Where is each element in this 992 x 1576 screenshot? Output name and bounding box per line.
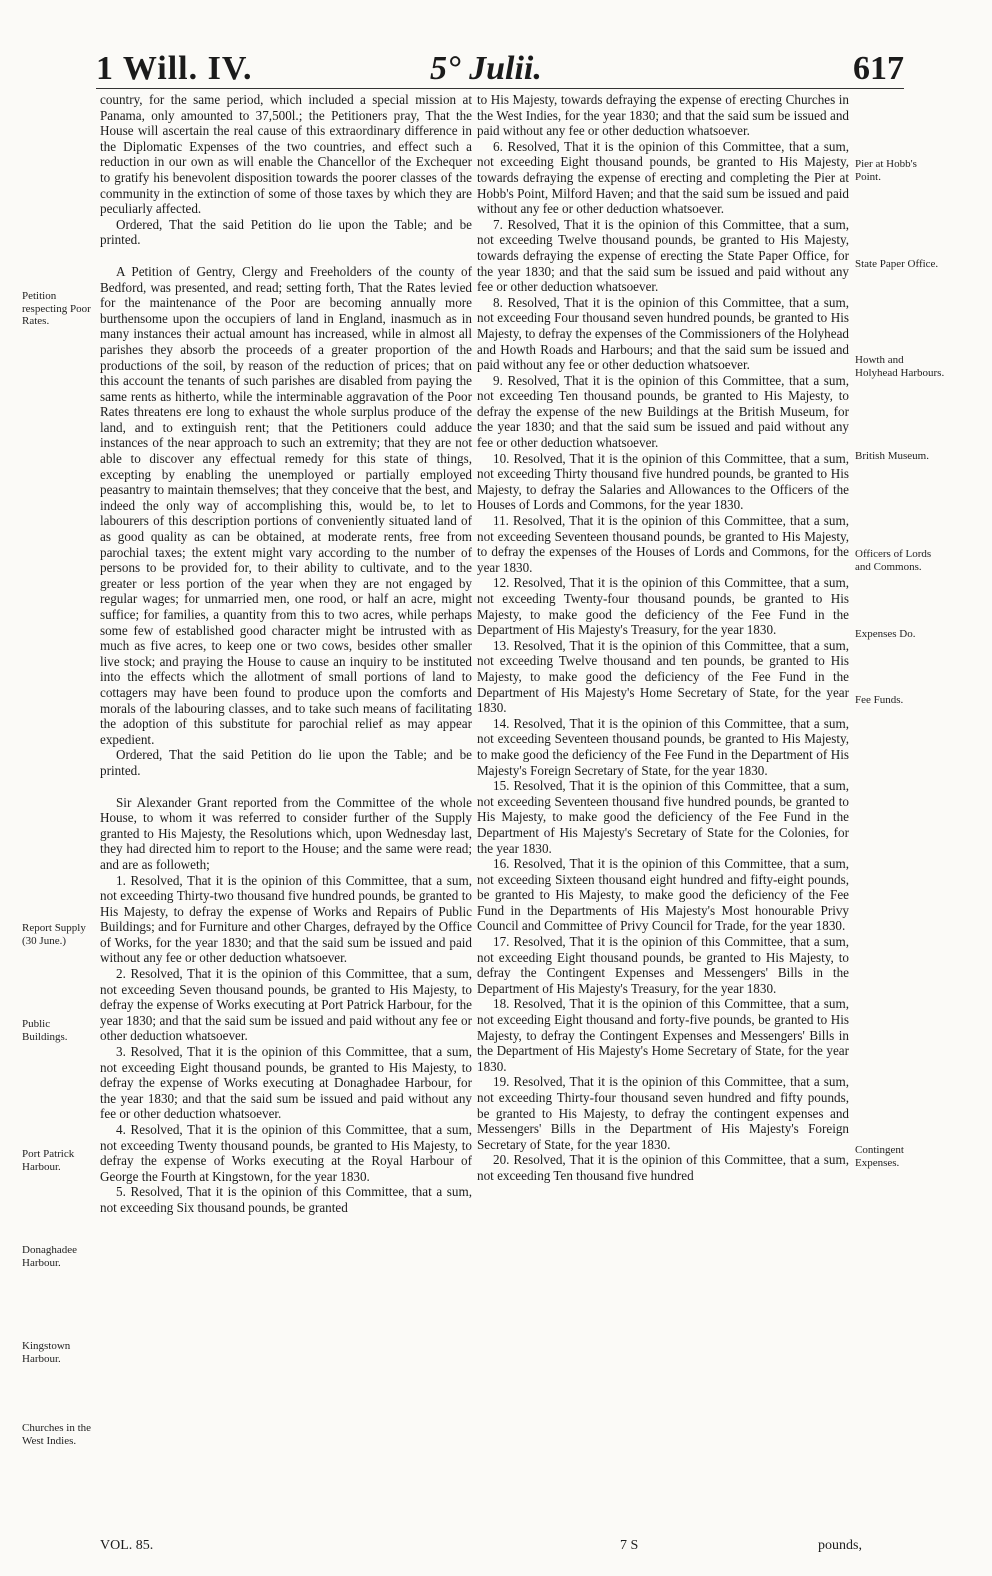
left-paragraph: Sir Alexander Grant reported from the Committee of the whole House, to whom it was referred to consider further of the Supply granted to His Majesty, the Resolutions which, upon Wednesday last, they had directed him to report to the House; and the same were read; and are as followeth; bbox=[100, 794, 472, 872]
margin-note: State Paper Office. bbox=[855, 258, 939, 270]
right-paragraph: 6. Resolved, That it is the opinion of this Committee, that a sum, not exceeding Eight thousand pounds, be granted to His Majesty, towards defraying the expense of erecting and completing the Pier at Hobb's Point, Milford Haven; and that the said sum be issued and paid without any fee or other deduction whatsoever. bbox=[477, 138, 849, 217]
paragraph-gap bbox=[100, 248, 472, 264]
right-paragraph: 14. Resolved, That it is the opinion of this Committee, that a sum, not exceeding Seventeen thousand pounds, be granted to His Majesty, to make good the deficiency of the Fee Fund in the Department of His Majesty's Foreign Secretary of State, for the year 1830. bbox=[477, 715, 849, 778]
left-paragraph: 5. Resolved, That it is the opinion of this Committee, that a sum, not exceeding Six thousand pounds, be granted bbox=[100, 1184, 472, 1215]
left-column bbox=[100, 92, 472, 1216]
right-paragraph: 9. Resolved, That it is the opinion of this Committee, that a sum, not exceeding Ten thousand pounds, be granted to His Majesty, to defray the expense of the new Buildings at the British Museum, for the year 1830; and that the said sum be issued and paid without any fee or other deduction whatsoever. bbox=[477, 372, 849, 451]
margin-note: Expenses Do. bbox=[855, 628, 916, 640]
margin-note: Fee Funds. bbox=[855, 694, 904, 706]
paragraph-gap bbox=[100, 779, 472, 795]
left-paragraph: 1. Resolved, That it is the opinion of this Committee, that a sum, not exceeding Thirty-two thousand five hundred pounds, be granted to His Majesty, to defray the expense of Works and Repairs of Public Buildings; and for Furniture and other Charges, defrayed by the Office of Works, for the year 1830; and that the said sum be issued and paid without any fee or other deduction whatsoever. bbox=[100, 872, 472, 966]
margin-note: Donaghadee Harbour. bbox=[22, 1244, 77, 1269]
volume-number: VOL. 85. bbox=[100, 1538, 154, 1553]
left-paragraph: Ordered, That the said Petition do lie upon the Table; and be printed. bbox=[100, 747, 472, 778]
right-paragraph: 16. Resolved, That it is the opinion of this Committee, that a sum, not exceeding Sixteen thousand eight hundred and fifty-eight pounds, be granted to His Majesty, to make good the deficiency of the Fee Fund in the Departments of His Majesty's Most honourable Privy Council and Committee of Privy Council for Trade, for the year 1830. bbox=[477, 856, 849, 934]
left-paragraph: country, for the same period, which included a special mission at Panama, only amounted to 37,500l.; the Petitioners pray, That the House will ascertain the real cause of this extraordinary difference in the Diplomatic Expenses of the two countries, and effect such a reduction in our own as will enable the Chancellor of the Exchequer to gratify his benevolent disposition towards the poorer classes of the community in the extinction of some of those taxes by which they are peculiarly affected. bbox=[100, 92, 472, 217]
signature-mark: 7 S bbox=[620, 1538, 639, 1553]
margin-note: Report Supply (30 June.) bbox=[22, 922, 86, 947]
page-number: 617 bbox=[853, 50, 904, 87]
right-paragraph: 13. Resolved, That it is the opinion of this Committee, that a sum, not exceeding Twelve thousand and ten pounds, be granted to His Majesty, to make good the deficiency of the Fee Fund in the Department of His Majesty's Home Secretary of State, for the year 1830. bbox=[477, 637, 849, 716]
left-paragraph: 4. Resolved, That it is the opinion of this Committee, that a sum, not exceeding Twenty thousand pounds, be granted to His Majesty, to defray the expense of Works executing at the Royal Harbour of George the Fourth at Kingstown, for the year 1830. bbox=[100, 1122, 472, 1184]
right-paragraph: 20. Resolved, That it is the opinion of this Committee, that a sum, not exceeding Ten thousand five hundred bbox=[477, 1152, 849, 1183]
regnal-year: 1 Will. IV. bbox=[96, 50, 253, 87]
right-paragraph: 8. Resolved, That it is the opinion of this Committee, that a sum, not exceeding Four thousand seven hundred pounds, be granted to His Majesty, to defray the expenses of the Commissioners of the Holyhead and Howth Roads and Harbours; and that the said sum be issued and paid without any fee or other deduction whatsoever. bbox=[477, 294, 849, 373]
header-rule bbox=[96, 88, 904, 89]
right-paragraph: to His Majesty, towards defraying the expense of erecting Churches in the West Indies, for the year 1830; and that the said sum be issued and paid without any fee or other deduction whatsoever. bbox=[477, 92, 849, 139]
margin-note: Port Patrick Harbour. bbox=[22, 1148, 75, 1173]
margin-note: Officers of Lords and Commons. bbox=[855, 548, 932, 573]
right-paragraph: 10. Resolved, That it is the opinion of this Committee, that a sum, not exceeding Thirty thousand five hundred pounds, be granted to His Majesty, to defray the Salaries and Allowances to the Officers of the Houses of Lords and Commons, for the year 1830. bbox=[477, 450, 849, 513]
right-paragraph: 18. Resolved, That it is the opinion of this Committee, that a sum, not exceeding Eight thousand and forty-five pounds, be granted to His Majesty, to defray the Contingent Expenses and Messengers' Bills in the Department of His Majesty's Home Secretary of State, for the year 1830. bbox=[477, 996, 849, 1074]
session-date: 5° Julii. bbox=[430, 50, 542, 87]
margin-note: Petition respecting Poor Rates. bbox=[22, 290, 91, 327]
right-paragraph: 11. Resolved, That it is the opinion of this Committee, that a sum, not exceeding Seventeen thousand pounds, be granted to His Majesty, to defray the expenses of the Houses of Lords and Commons, for the year 1830. bbox=[477, 513, 849, 575]
right-paragraph: 17. Resolved, That it is the opinion of this Committee, that a sum, not exceeding Eight thousand pounds, be granted to His Majesty, to defray the Contingent Expenses and Messengers' Bills in the Department of His Majesty's Treasury, for the year 1830. bbox=[477, 934, 849, 996]
margin-note: Howth and Holyhead Harbours. bbox=[855, 354, 945, 379]
left-paragraph: Ordered, That the said Petition do lie upon the Table; and be printed. bbox=[100, 216, 472, 248]
margin-note: Kingstown Harbour. bbox=[22, 1340, 71, 1365]
margin-note: Pier at Hobb's Point. bbox=[855, 158, 917, 183]
left-paragraph: 2. Resolved, That it is the opinion of this Committee, that a sum, not exceeding Seven thousand pounds, be granted to His Majesty, to defray the expense of Works executing at Port Patrick Harbour, for the year 1830; and that the said sum be issued and paid without any fee or other deduction whatsoever. bbox=[100, 966, 472, 1044]
margin-note: Public Buildings. bbox=[22, 1018, 68, 1043]
right-paragraph: 19. Resolved, That it is the opinion of this Committee, that a sum, not exceeding Thirty-four thousand seven hundred and fifty pounds, be granted to His Majesty, to defray the contingent expenses and Messengers' Bills in the Department of His Majesty's Foreign Secretary of State, for the year 1830. bbox=[477, 1074, 849, 1152]
left-paragraph: A Petition of Gentry, Clergy and Freeholders of the county of Bedford, was presented, and read; setting forth, That the Rates levied for the maintenance of the Poor are becoming annually more burthensome upon the occupiers of land in England, inasmuch as in many instances their actual amount has increased, while in almost all parishes they absorb the proceeds of a greater proportion of the productions of the soil, by reason of the reduction of prices; that on this account the tenants of such parishes are disabled from paying the same rents as hitherto, while the interminable aggravation of the Poor Rates threatens ere long to exhaust the whole surplus produce of the land, and to extinguish rent; that the Petitioners could adduce instances of the near approach to such an extremity; that they are not able to discover any effectual remedy for this state of things, excepting by enabling the unemployed or partially employed peasantry to maintain themselves; that they conceive that the best, and indeed the only way of accomplishing this, would be, to let to labourers of this description portions of conveniently situated land of as good quality as can be obtained, at moderate rents, free from parochial taxes; the extent might vary according to the number of persons to be provided for, to their ability to cultivate, and to the greater or less portion of the year when they are not engaged by regular wages; for unmarried men, one rood, or half an acre, might suffice; for families, a quantity from this to two acres, while perhaps some few of established good character might be intrusted with as much as five acres, to keep one or two cows, besides other smaller live stock; and praying the House to cause an inquiry to be instituted into the effects which the allotment of small portions of land to cottagers may have been found to produce upon the comforts and morals of the labouring classes, and to take such means of facilitating the adoption of this substitute for parochial relief as may appear expedient. bbox=[100, 263, 472, 747]
margin-note: Churches in the West Indies. bbox=[22, 1422, 92, 1447]
margin-note: British Museum. bbox=[855, 450, 929, 462]
right-column bbox=[477, 92, 849, 1184]
margin-note: Contingent Expenses. bbox=[855, 1144, 904, 1169]
catchword: pounds, bbox=[818, 1538, 862, 1553]
right-paragraph: 7. Resolved, That it is the opinion of this Committee, that a sum, not exceeding Twelve thousand pounds, be granted to His Majesty, towards defraying the expense of erecting the State Paper Office, for the year 1830; and that the said sum be issued and paid without any fee or other deduction whatsoever. bbox=[477, 216, 849, 295]
left-paragraph: 3. Resolved, That it is the opinion of this Committee, that a sum, not exceeding Eight thousand pounds, be granted to His Majesty, to defray the expense of Works executing at Donaghadee Harbour, for the year 1830; and that the said sum be issued and paid without any fee or other deduction whatsoever. bbox=[100, 1044, 472, 1122]
right-paragraph: 15. Resolved, That it is the opinion of this Committee, that a sum, not exceeding Seventeen thousand five hundred pounds, be granted to His Majesty, to make good the deficiency of the Fee Fund in the Department of His Majesty's Secretary of State for the Colonies, for the year 1830. bbox=[477, 778, 849, 856]
right-paragraph: 12. Resolved, That it is the opinion of this Committee, that a sum, not exceeding Twenty-four thousand pounds, be granted to His Majesty, to make good the deficiency of the Fee Fund in the Department of His Majesty's Treasury, for the year 1830. bbox=[477, 575, 849, 638]
